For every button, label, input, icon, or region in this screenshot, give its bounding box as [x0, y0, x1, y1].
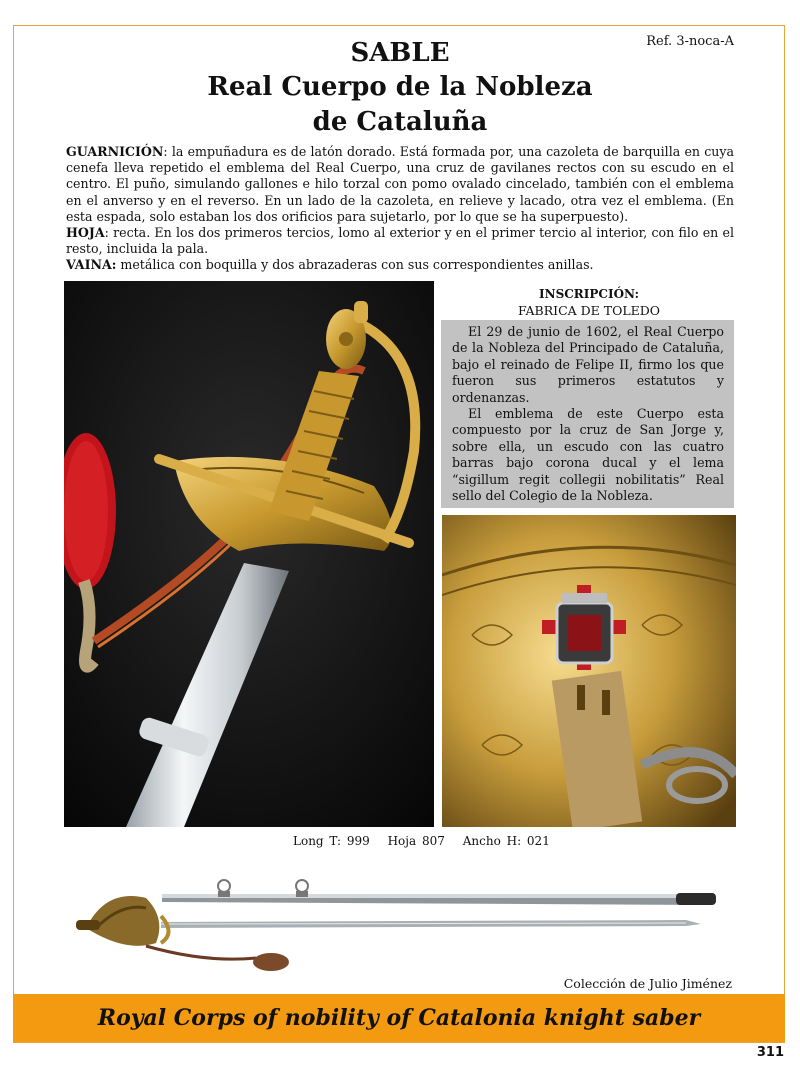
- full-sword-photo: [66, 868, 736, 978]
- title-line-3: de Cataluña: [312, 107, 488, 137]
- guarnicion-paragraph: [66, 144, 734, 225]
- hilt-photo: [64, 281, 434, 827]
- guard-detail-photo: [442, 515, 736, 827]
- title-line-1: SABLE: [350, 38, 450, 68]
- inscription-label: INSCRIPCIÓN:: [539, 287, 639, 301]
- collection-credit: Colección de Julio Jiménez: [563, 976, 732, 991]
- history-box: [441, 320, 734, 508]
- vaina-text: metálica con boquilla y dos abrazaderas con sus correspondientes anillas.: [116, 257, 594, 273]
- reference-code: Ref. 3-noca-A: [646, 34, 734, 49]
- blade-measure: Hoja 807: [387, 834, 445, 848]
- english-title: Royal Corps of nobility of Catalonia knight saber: [97, 1005, 701, 1031]
- history-paragraph-2: El emblema de este Cuerpo esta compuesto por la cruz de San Jorge y, sobre ella, un escudo con las cuatro barras bajo corona ducal y el lema “sigillum regit collegii nobilitatis” Real sello del Colegio de la Nobleza.: [452, 406, 724, 504]
- length-measure: Long T: 999: [293, 834, 370, 848]
- width-measure: Ancho H: 021: [462, 834, 550, 848]
- hoja-paragraph: [66, 225, 734, 257]
- history-paragraph-1: El 29 de junio de 1602, el Real Cuerpo de la Nobleza del Principado de Cataluña, bajo el reinado de Felipe II, firmo los que fueron sus primeros estatutos y ordenanzas.: [452, 324, 724, 405]
- description: [66, 144, 734, 274]
- guarnicion-label: GUARNICIÓN: [66, 144, 164, 159]
- guarnicion-text: : la empuñadura es de latón dorado. Está formada por, una cazoleta de barquilla en cuya cenefa lleva repetido el emblema del Real Cuerpo, una cruz de gavilanes rectos con su escudo en el centro. El puño, simulando gallones e hilo torzal con pomo ovalado cincelado, también con el emblema en el anverso y en el reverso. En un lado de la cazoleta, en relieve y lacado, otra vez el emblema. (En esta espada, solo estaban los dos orificios para sujetarlo, por lo que se ha superpuesto).: [66, 144, 734, 224]
- full-sword-illustration: [66, 868, 736, 978]
- hilt-illustration: [64, 281, 434, 827]
- title-line-2: Real Cuerpo de la Nobleza: [207, 72, 593, 102]
- vaina-paragraph: [66, 257, 734, 273]
- hoja-text: : recta. En los dos primeros tercios, lomo al exterior y en el primer tercio al interior, con filo en el resto, incluida la pala.: [66, 225, 734, 257]
- vaina-label: VAINA:: [66, 257, 117, 273]
- hoja-label: HOJA: [66, 225, 105, 241]
- guard-detail-illustration: [442, 515, 736, 827]
- inscription-value: FABRICA DE TOLEDO: [517, 303, 661, 318]
- measurements: [293, 834, 562, 848]
- english-title-banner: [13, 994, 785, 1042]
- page-number: 311: [756, 1045, 784, 1060]
